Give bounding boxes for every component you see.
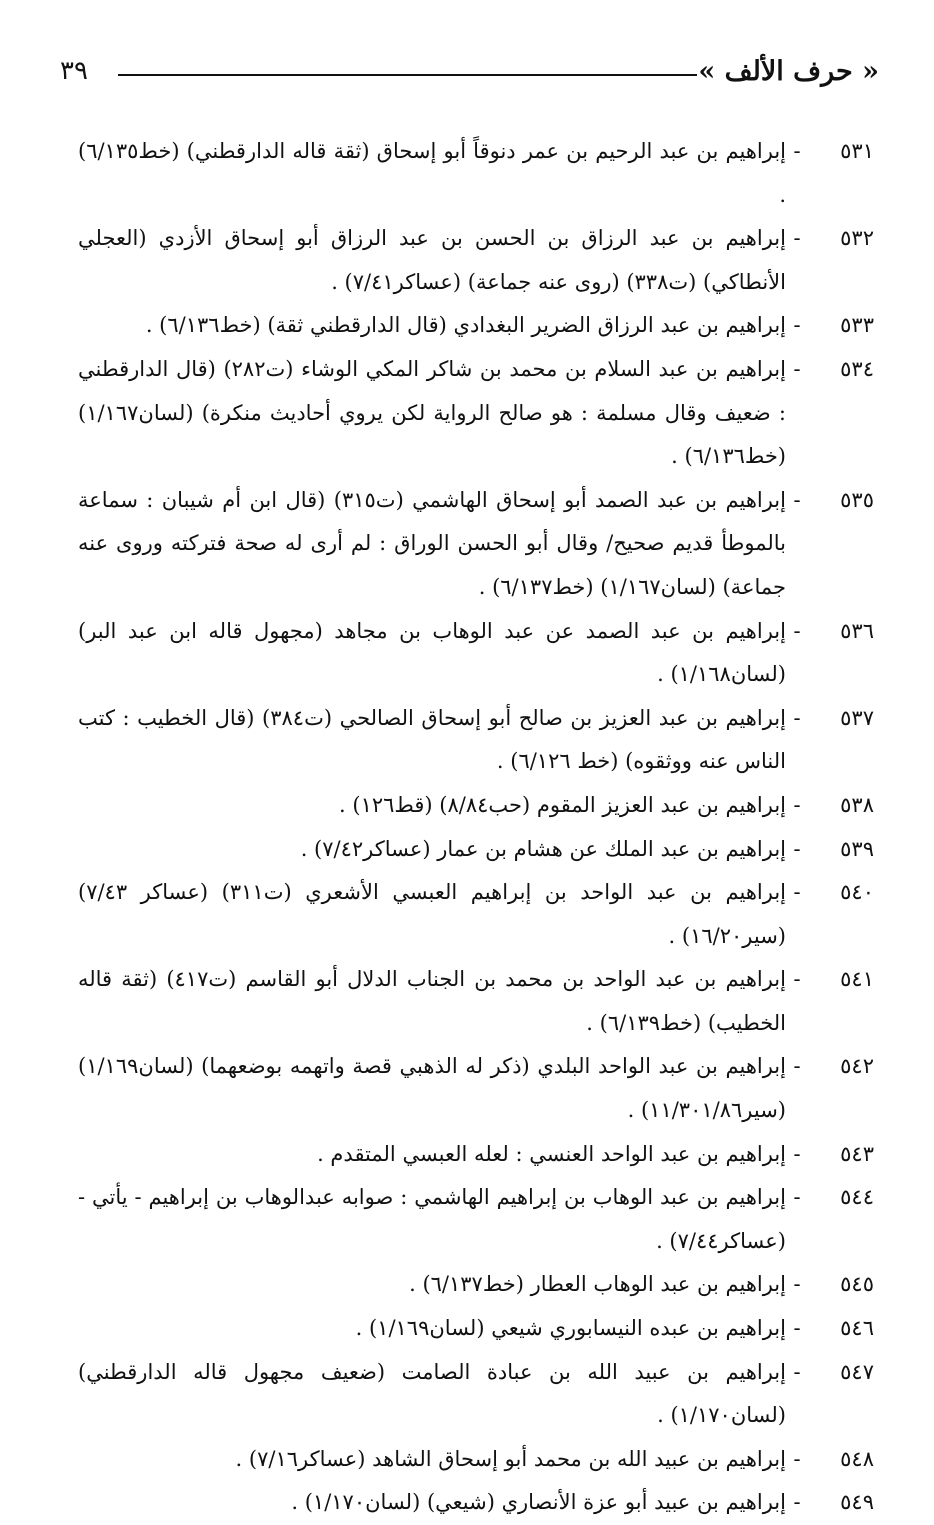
page-number: ٣٩: [60, 56, 88, 86]
header-rule: [118, 74, 697, 76]
entry-dash: -: [793, 967, 801, 992]
entry-dash: -: [793, 139, 801, 163]
entry-number: ٥٤١: [840, 967, 874, 992]
entry-text: إبراهيم بن عبيد أبو عزة الأنصاري (شيعي) (لسان١/١٧٠) .: [291, 1490, 786, 1515]
entry-text: إبراهيم بن عبد الصمد أبو إسحاق الهاشمي (ت٣١٥) (قال ابن أم شيبان : سماعة بالموطأ قديم صحيح/ وقال أبو الحسن الوراق : لم أرى له صحة فتركته وروى عنه جماعة) (لسان١/١٦٧) (خط٦/١٣٧) .: [78, 487, 786, 599]
chapter-title: « حرف الألف »: [698, 56, 879, 87]
entry: [78, 1176, 874, 1263]
entry-dash: -: [793, 836, 801, 861]
entry-dash: -: [793, 1359, 801, 1384]
entry-text: إبراهيم بن عبيد الله بن عبادة الصامت (ضعيف مجهول قاله الدارقطني) (لسان١/١٧٠) .: [78, 1359, 786, 1428]
entry-text: إبراهيم بن عبد الرزاق الضرير البغدادي (قال الدارقطني ثقة) (خط٦/١٣٦) .: [145, 313, 786, 338]
entry-text: إبراهيم بن عبد العزيز المقوم (حب٨/٨٤) (قط١٢٦) .: [339, 792, 786, 817]
entry: [78, 1263, 874, 1307]
entry-dash: -: [793, 1141, 801, 1166]
entry-number: ٥٤٠: [840, 880, 874, 905]
entry-text: إبراهيم بن عبد الرحيم بن عمر دنوقاً أبو إسحاق (ثقة قاله الدارقطني) (خط٦/١٣٥) .: [78, 139, 786, 207]
entry-dash: -: [793, 487, 801, 512]
entry-dash: -: [793, 226, 801, 251]
entry-dash: -: [793, 356, 801, 381]
entry: [78, 871, 874, 958]
entry-number: ٥٤٢: [840, 1054, 874, 1079]
entry-dash: -: [793, 1446, 801, 1471]
page-header: [60, 50, 879, 100]
entry-number: ٥٣٤: [840, 356, 874, 381]
entry-number: ٥٤٣: [840, 1141, 874, 1166]
entry-text: إبراهيم بن عبده النيسابوري شيعي (لسان١/١٦٩) .: [355, 1316, 786, 1341]
entry: [78, 1351, 874, 1438]
entry-text: إبراهيم بن عبد السلام بن محمد بن شاكر المكي الوشاء (ت٢٨٢) (قال الدارقطني : ضعيف وقال مسلمة : هو صالح الرواية لكن يروي أحاديث منكرة) (لسان١/١٦٧) (خط٦/١٣٦) .: [78, 356, 786, 469]
entry-number: ٥٣٨: [840, 792, 874, 817]
entry-dash: -: [793, 1316, 801, 1341]
entry: [78, 479, 874, 610]
entry-text: إبراهيم بن عبد الملك عن هشام بن عمار (عساكر٧/٤٢) .: [300, 836, 786, 861]
entry-dash: -: [793, 1490, 801, 1515]
entry-dash: -: [793, 618, 801, 643]
entry-number: ٥٣٥: [840, 487, 874, 512]
entry-text: إبراهيم بن عبيد الله بن محمد أبو إسحاق الشاهد (عساكر٧/١٦) .: [235, 1446, 786, 1471]
entry-dash: -: [793, 880, 801, 905]
entry-number: ٥٣٢: [840, 226, 874, 251]
entry-text: إبراهيم بن عبد الواحد بن إبراهيم العبسي الأشعري (ت٣١١) (عساكر ٧/٤٣) (سير١٦/٢٠) .: [78, 880, 787, 948]
entry-number: ٥٣٦: [840, 618, 874, 643]
entry-number: ٥٤٨: [840, 1446, 874, 1471]
entry-number: ٥٤٧: [840, 1359, 874, 1384]
entry-dash: -: [793, 1185, 801, 1210]
entry: [78, 348, 874, 479]
entry-number: ٥٣٩: [840, 836, 874, 861]
entry: [78, 1045, 874, 1132]
entry-text: إبراهيم بن عبد الواحد العنسي : لعله العبسي المتقدم .: [317, 1141, 786, 1166]
entry: [78, 784, 874, 828]
entry-text: إبراهيم بن عبد الواحد بن محمد بن الجناب الدلال أبو القاسم (ت٤١٧) (ثقة قاله الخطيب) (خط٦/١٣٩) .: [78, 967, 786, 1035]
entry-text: إبراهيم بن عبد الوهاب بن إبراهيم الهاشمي : صوابه عبدالوهاب بن إبراهيم - يأتي - (عساكر٧/٤٤) .: [78, 1185, 786, 1253]
entry: [78, 828, 874, 872]
entry-list: [78, 130, 874, 1525]
entry-dash: -: [793, 792, 801, 817]
entry-text: إبراهيم بن عبد الصمد عن عبد الوهاب بن مجاهد (مجهول قاله ابن عبد البر) (لسان١/١٦٨) .: [78, 618, 786, 687]
entry-number: ٥٤٥: [840, 1272, 874, 1297]
entry: [78, 1438, 874, 1482]
entry-text: إبراهيم بن عبد الواحد البلدي (ذكر له الذهبي قصة واتهمه بوضعهما) (لسان١/١٦٩) (سير١١/٣٠١/٨٦) .: [78, 1054, 786, 1123]
entry-number: ٥٣٧: [840, 705, 874, 730]
entry-dash: -: [793, 1272, 801, 1297]
entry-number: ٥٤٤: [840, 1185, 874, 1210]
entry: [78, 1133, 874, 1177]
entry: [78, 958, 874, 1045]
entry: [78, 1481, 874, 1525]
entry: [78, 217, 874, 304]
entry-text: إبراهيم بن عبد الرزاق بن الحسن بن عبد الرزاق أبو إسحاق الأزدي (العجلي الأنطاكي) (ت٣٣٨) (روى عنه جماعة) (عساكر٧/٤١) .: [78, 226, 786, 294]
entry: [78, 697, 874, 784]
entry: [78, 304, 874, 348]
entry: [78, 130, 874, 217]
entry-text: إبراهيم بن عبد الوهاب العطار (خط٦/١٣٧) .: [409, 1272, 786, 1297]
entry: [78, 610, 874, 697]
entry: [78, 1307, 874, 1351]
entry-text: إبراهيم بن عبد العزيز بن صالح أبو إسحاق الصالحي (ت٣٨٤) (قال الخطيب : كتب الناس عنه ووثقوه) (خط ٦/١٢٦) .: [78, 705, 786, 774]
entry-number: ٥٣١: [840, 139, 874, 163]
entry-dash: -: [793, 1054, 801, 1079]
entry-dash: -: [793, 705, 801, 730]
entry-dash: -: [793, 313, 801, 338]
entry-number: ٥٤٦: [840, 1316, 874, 1341]
entry-number: ٥٣٣: [840, 313, 874, 338]
entry-number: ٥٤٩: [840, 1490, 874, 1515]
